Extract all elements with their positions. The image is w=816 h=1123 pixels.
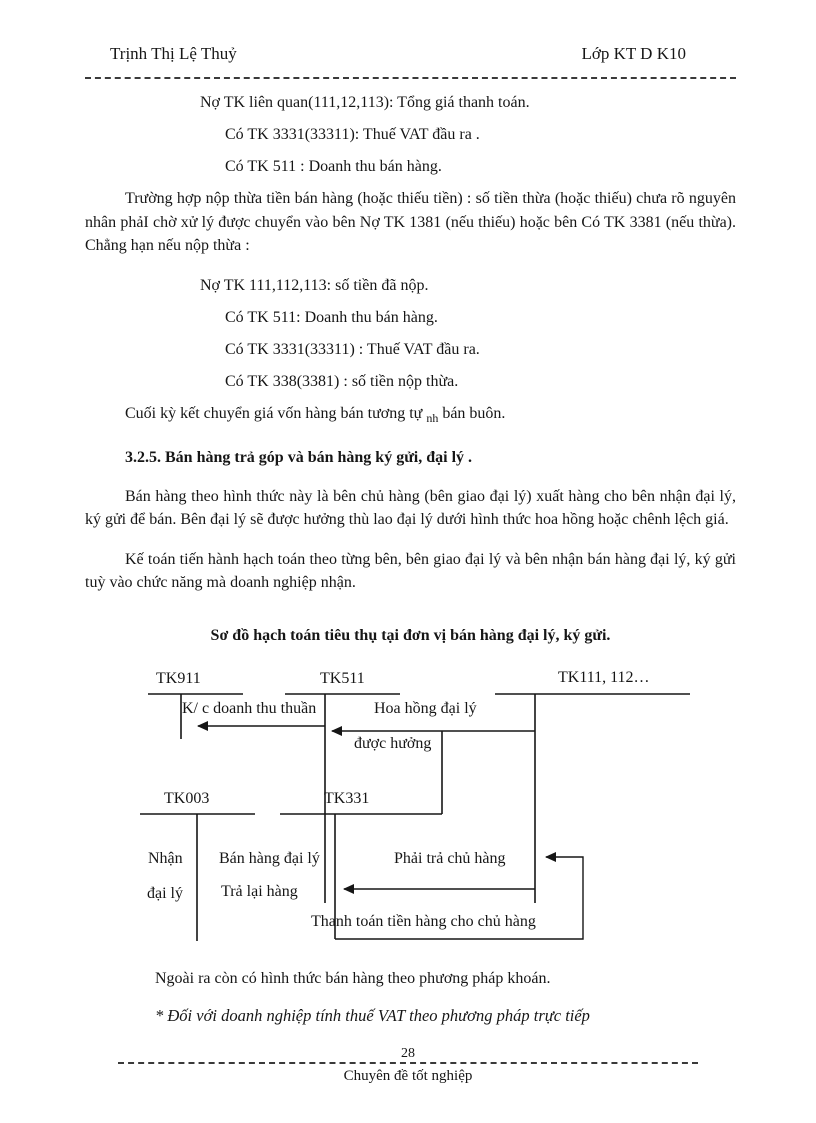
closing-subscript: nh [426, 410, 439, 425]
account-label-tk911: TK911 [156, 669, 201, 687]
flow-label-phai-tra-chu-hang: Phải trả chủ hàng [394, 849, 506, 867]
flow-label-kc-doanh-thu: K/ c doanh thu thuần [182, 699, 317, 717]
journal-entries-block-1 [85, 91, 736, 178]
page-header [85, 44, 736, 64]
paragraph: Bán hàng theo hình thức này là bên chủ hàng (bên giao đại lý) xuất hàng cho bên nhận đại lý, ký gửi để bán. Bên đại lý sẽ được hưởng thù lao đại lý dưới hình thức hoa hồng hoặc chênh lệch giá. [85, 487, 736, 528]
flow-label-dai-ly: đại lý [147, 884, 183, 902]
after-diagram-sentence: Ngoài ra còn có hình thức bán hàng theo phương pháp khoán. [155, 969, 551, 987]
footer-inner [118, 1046, 698, 1085]
closing-text-pre: Cuối kỳ kết chuyển giá vốn hàng bán tương tự [125, 404, 427, 422]
flow-label-thanh-toan: Thanh toán tiền hàng cho chủ hàng [311, 912, 536, 930]
account-label-tk003: TK003 [164, 789, 210, 807]
account-label-tk331: TK331 [324, 789, 370, 807]
closing-sentence [85, 402, 736, 430]
journal-entries-block-2 [85, 274, 736, 393]
paragraph: Kế toán tiến hành hạch toán theo từng bên, bên giao đại lý và bên nhận bán hàng đại lý, ký gửi tuỳ vào chức năng mà doanh nghiệp nhận. [85, 550, 736, 591]
journal-entry-line: Có TK 511: Doanh thu bán hàng. [225, 308, 438, 326]
section-heading: 3.2.5. Bán hàng trả góp và bán hàng ký gửi, đại lý . [125, 448, 473, 466]
journal-entry-line: Nợ TK liên quan(111,12,113): Tổng giá thanh toán. [200, 94, 530, 111]
diagram-title: Sơ đồ hạch toán tiêu thụ tại đơn vị bán hàng đại lý, ký gửi. [210, 626, 611, 644]
journal-entry-line: Có TK 338(3381) : số tiền nộp thừa. [225, 372, 459, 390]
footnote: * Đối với doanh nghiệp tính thuế VAT theo phương pháp trực tiếp [155, 1005, 590, 1025]
account-label-tk111-112: TK111, 112… [558, 668, 650, 686]
flow-label-tra-lai-hang: Trả lại hàng [221, 882, 298, 900]
page-footer [0, 1046, 816, 1085]
journal-entry-line: Nợ TK 111,112,113: số tiền đã nộp. [200, 276, 429, 294]
closing-text-post: bán buôn. [438, 404, 506, 422]
flow-label-ban-hang-dai-ly: Bán hàng đại lý [219, 849, 320, 867]
header-class: Lớp KT D K10 [581, 44, 686, 63]
account-label-tk511: TK511 [320, 669, 365, 687]
header-author: Trịnh Thị Lệ Thuỷ [110, 44, 237, 63]
journal-entry-line: Có TK 3331(33311) : Thuế VAT đầu ra. [225, 340, 480, 358]
flow-label-duoc-huong: được hưởng [354, 734, 432, 752]
page-number: 28 [401, 1046, 415, 1061]
header-divider [85, 77, 736, 79]
journal-entry-line: Có TK 511 : Doanh thu bán hàng. [225, 158, 442, 175]
flow-label-nhan: Nhận [148, 849, 183, 867]
footer-divider [118, 1062, 698, 1064]
flow-label-hoa-hong: Hoa hồng đại lý [374, 699, 477, 717]
journal-entry-line: Có TK 3331(33311): Thuế VAT đầu ra . [225, 126, 480, 143]
document-title: Chuyên đề tốt nghiệp [343, 1068, 473, 1084]
t-account-diagram-area [0, 661, 816, 961]
paragraph: Trường hợp nộp thừa tiền bán hàng (hoặc thiếu tiền) : số tiền thừa (hoặc thiếu) chưa rõ nguyên nhân phảI chờ xử lý được chuyển vào bên Nợ TK 1381 (nếu thiếu) hoặc bên Có TK 3381 (nếu thừa). Chẳng hạn nếu nộp thừa : [85, 190, 736, 254]
